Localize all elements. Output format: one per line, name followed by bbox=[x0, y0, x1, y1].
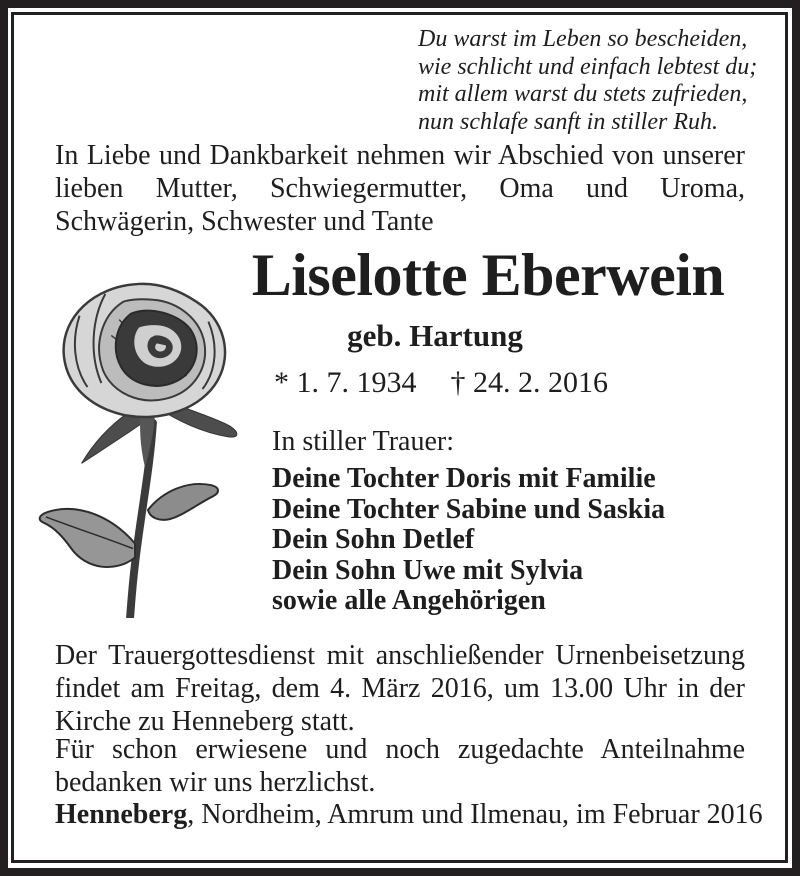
rose-icon bbox=[28, 276, 258, 618]
rose-illustration bbox=[28, 276, 258, 618]
mourner-line: Dein Sohn Detlef bbox=[272, 524, 475, 555]
memorial-poem bbox=[418, 26, 758, 136]
mourner-line: Deine Tochter Sabine und Saskia bbox=[272, 493, 666, 525]
mourner-line: sowie alle Angehörigen bbox=[272, 585, 546, 616]
mourning-heading: In stiller Trauer: bbox=[272, 426, 454, 457]
deceased-name: Liselotte Eberwein bbox=[251, 242, 725, 308]
intro-paragraph: In Liebe und Dankbarkeit nehmen wir Abschied von unserer lieben Mutter, Schwiegermutter, Oma und Uroma, Schwägerin, Schwester und Tante bbox=[55, 140, 745, 237]
service-info-paragraph: Der Trauergottesdienst mit anschließender Urnenbeisetzung findet am Freitag, dem 4. März 2016, um 13.00 Uhr in der Kirche zu Henneberg statt. bbox=[55, 640, 745, 737]
deceased-details bbox=[260, 319, 610, 399]
death-date: † 24. 2. 2016 bbox=[450, 366, 608, 399]
birth-date: * 1. 7. 1934 bbox=[274, 366, 417, 399]
life-dates bbox=[260, 366, 610, 399]
poem-line: wie schlicht und einfach lebtest du; bbox=[418, 53, 758, 80]
mourner-line: Dein Sohn Uwe mit Sylvia bbox=[272, 554, 584, 586]
closing-line bbox=[55, 798, 765, 831]
mourners-list bbox=[272, 464, 665, 617]
poem-line: Du warst im Leben so bescheiden, bbox=[418, 26, 748, 52]
poem-line: mit allem warst du stets zufrieden, bbox=[418, 81, 748, 107]
mourner-line: Deine Tochter Doris mit Familie bbox=[272, 463, 656, 494]
closing-rest: , Nordheim, Amrum und Ilmenau, im Februar 2016 bbox=[187, 799, 763, 830]
thanks-paragraph: Für schon erwiesene und noch zugedachte Anteilnahme bedanken wir uns herzlichst. bbox=[55, 734, 745, 798]
maiden-name: geb. Hartung bbox=[347, 318, 523, 353]
closing-place: Henneberg bbox=[55, 799, 188, 830]
poem-line: nun schlafe sanft in stiller Ruh. bbox=[418, 108, 718, 135]
